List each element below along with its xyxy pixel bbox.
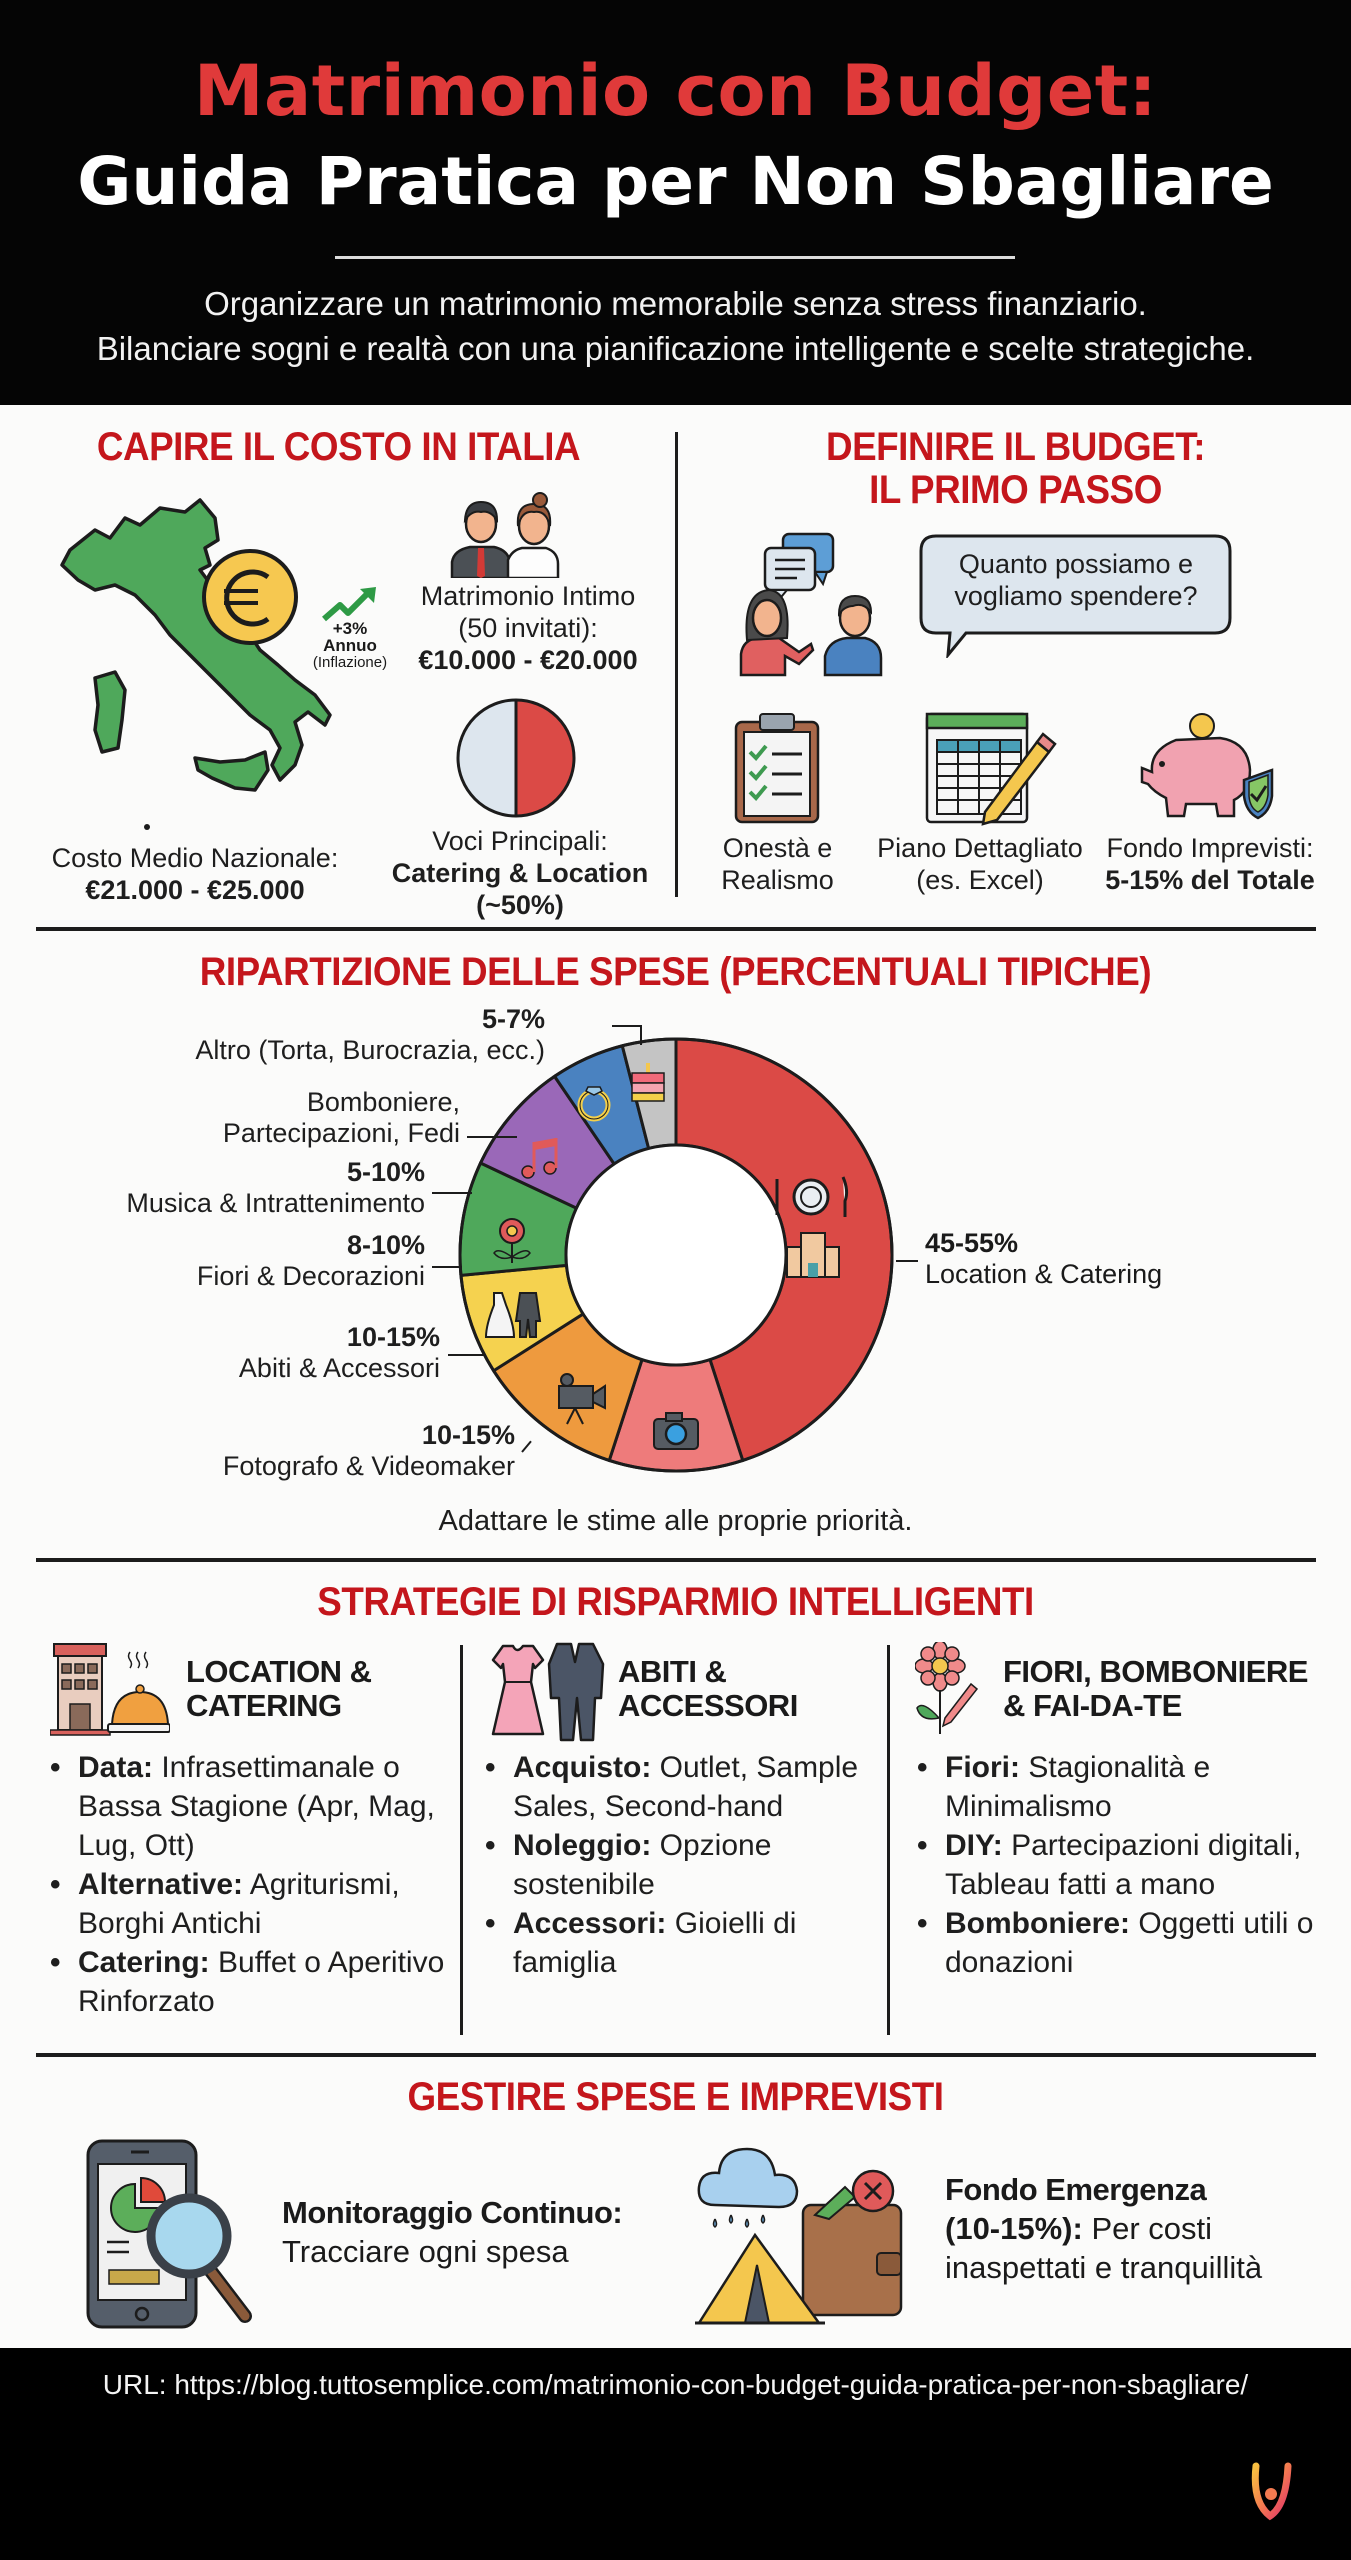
couple-icon bbox=[450, 492, 560, 578]
strategy-3-title-line-2: & FAI-DA-TE bbox=[1003, 1688, 1182, 1723]
source-url[interactable]: URL: https://blog.tuttosemplice.com/matrimonio-con-budget-guida-pratica-per-non-sbagliare/ bbox=[102, 2369, 1249, 2400]
label-location-pct: 45-55% bbox=[925, 1228, 1019, 1258]
monitor-key: Monitoraggio Continuo: bbox=[282, 2195, 623, 2230]
label-altro-pct: 5-7% bbox=[481, 1004, 545, 1034]
strategy-2-bullet-2: • Noleggio: Opzione sostenibile bbox=[485, 1826, 880, 1904]
strategy-1-title-line-2: CATERING bbox=[186, 1688, 342, 1723]
label-musica-pct: 5-10% bbox=[346, 1157, 425, 1187]
breakdown-title: RIPARTIZIONE DELLE SPESE (PERCENTUALI TIPICHE) bbox=[199, 950, 1152, 994]
inflation-value: +3% bbox=[332, 619, 368, 638]
budget-item-3-line-1: Fondo Imprevisti: bbox=[1106, 833, 1314, 863]
half-pie-chart-icon bbox=[455, 697, 577, 819]
leader-line-location bbox=[896, 1260, 918, 1262]
column-divider bbox=[675, 432, 678, 897]
leader-line-altro-v bbox=[640, 1025, 642, 1045]
camera-icon bbox=[654, 1413, 698, 1449]
phone-magnifier-icon bbox=[85, 2138, 265, 2330]
main-items-share: (~50%) bbox=[476, 890, 564, 920]
national-cost-label: Costo Medio Nazionale: bbox=[51, 843, 339, 873]
label-bomboniere-line-1: Bomboniere, bbox=[306, 1087, 460, 1117]
strategies-title: STRATEGIE DI RISPARMIO INTELLIGENTI bbox=[317, 1580, 1034, 1624]
strategy-2-bullet-1: • Acquisto: Outlet, Sample Sales, Second-hand bbox=[485, 1748, 880, 1826]
flower-pencil-icon bbox=[915, 1642, 985, 1737]
spreadsheet-pencil-icon bbox=[925, 712, 1060, 827]
emergency-key-line-1: Fondo Emergenza bbox=[945, 2172, 1207, 2207]
subtitle-line-2: Bilanciare sogni e realtà con una pianificazione intelligente e scelte strategiche. bbox=[96, 330, 1255, 367]
euro-coin-icon bbox=[200, 547, 300, 647]
budget-item-3-line-2: 5-15% del Totale bbox=[1105, 865, 1315, 895]
piggy-bank-shield-icon bbox=[1140, 712, 1275, 822]
emergency-line-3: inaspettati e tranquillità bbox=[945, 2250, 1263, 2285]
strategy-2-bullet-3: • Accessori: Gioielli di famiglia bbox=[485, 1904, 880, 1982]
dress-suit-icon bbox=[485, 1642, 607, 1742]
strategy-3-bullet-2: • DIY: Partecipazioni digitali, Tableau fatti a mano bbox=[917, 1826, 1322, 1904]
expense-donut-chart bbox=[456, 1035, 896, 1475]
couple-discussion-icon bbox=[735, 532, 915, 677]
cost-section-title: CAPIRE IL COSTO IN ITALIA bbox=[96, 425, 581, 469]
strategy-2-bullets bbox=[485, 1748, 880, 1982]
title-line-2: Guida Pratica per Non Sbagliare bbox=[77, 143, 1274, 220]
intimate-line-2: (50 invitati): bbox=[458, 613, 598, 643]
subtitle-line-1: Organizzare un matrimonio memorabile senza stress finanziario. bbox=[204, 285, 1147, 322]
brand-logo-icon bbox=[1250, 2462, 1292, 2522]
budget-item-1-line-2: Realismo bbox=[721, 865, 834, 895]
strategy-divider-2 bbox=[887, 1645, 890, 2035]
header-divider bbox=[335, 256, 1015, 259]
label-fiori-pct: 8-10% bbox=[346, 1230, 425, 1260]
label-location-name: Location & Catering bbox=[925, 1259, 1163, 1289]
leader-line-altro bbox=[612, 1025, 642, 1027]
section-divider-2 bbox=[36, 1558, 1316, 1562]
emergency-line-2: (10-15%): Per costi bbox=[945, 2211, 1213, 2246]
main-items-value: Catering & Location bbox=[391, 858, 649, 888]
budget-item-2-line-2: (es. Excel) bbox=[916, 865, 1044, 895]
main-items-label: Voci Principali: bbox=[432, 826, 608, 856]
strategy-1-bullets bbox=[50, 1748, 455, 2021]
budget-title-line-1: DEFINIRE IL BUDGET: bbox=[825, 425, 1206, 469]
section-divider-1 bbox=[36, 927, 1316, 931]
national-cost-range: €21.000 - €25.000 bbox=[85, 875, 305, 905]
strategy-1-title-line-1: LOCATION & bbox=[186, 1654, 372, 1689]
label-altro-name: Altro (Torta, Burocrazia, ecc.) bbox=[195, 1035, 545, 1065]
intimate-range: €10.000 - €20.000 bbox=[418, 645, 638, 675]
label-foto-name: Fotografo & Videomaker bbox=[222, 1451, 515, 1481]
strategy-3-bullet-1: • Fiori: Stagionalità e Minimalismo bbox=[917, 1748, 1322, 1826]
bubble-line-2: vogliamo spendere? bbox=[954, 581, 1198, 611]
strategy-2-title-line-1: ABITI & bbox=[618, 1654, 727, 1689]
label-musica-name: Musica & Intrattenimento bbox=[126, 1188, 425, 1218]
label-bomboniere-line-2: Partecipazioni, Fedi bbox=[222, 1118, 460, 1148]
rain-tent-wallet-icon bbox=[695, 2135, 905, 2327]
strategy-2-title-line-2: ACCESSORI bbox=[618, 1688, 798, 1723]
strategy-divider-1 bbox=[460, 1645, 463, 2035]
leader-line-abiti bbox=[448, 1354, 484, 1356]
leader-line-musica bbox=[432, 1192, 472, 1194]
title-line-1: Matrimonio con Budget: bbox=[193, 50, 1158, 132]
strategy-3-title-line-1: FIORI, BOMBONIERE bbox=[1003, 1654, 1308, 1689]
strategy-3-bullets bbox=[917, 1748, 1322, 1982]
budget-item-2-line-1: Piano Dettagliato bbox=[877, 833, 1083, 863]
section-divider-3 bbox=[36, 2053, 1316, 2057]
strategy-3-bullet-3: • Bomboniere: Oggetti utili o donazioni bbox=[917, 1904, 1322, 1982]
bubble-line-1: Quanto possiamo e bbox=[958, 549, 1194, 579]
label-foto-pct: 10-15% bbox=[421, 1420, 515, 1450]
building-cloche-icon bbox=[50, 1642, 170, 1736]
strategy-1-bullet-3: • Catering: Buffet o Aperitivo Rinforzato bbox=[50, 1943, 455, 2021]
label-fiori-name: Fiori & Decorazioni bbox=[196, 1261, 425, 1291]
intimate-line-1: Matrimonio Intimo bbox=[420, 581, 636, 611]
budget-item-1-line-1: Onestà e bbox=[722, 833, 833, 863]
leader-line-bomboniere bbox=[467, 1136, 517, 1138]
strategy-1-bullet-1: • Data: Infrasettimanale o Bassa Stagione (Apr, Mag, Lug, Ott) bbox=[50, 1748, 455, 1865]
budget-title-line-2: IL PRIMO PASSO bbox=[869, 468, 1162, 512]
breakdown-footnote: Adattare le stime alle proprie priorità. bbox=[438, 1505, 913, 1537]
monitor-text: Tracciare ogni spesa bbox=[282, 2234, 569, 2269]
strategy-1-bullet-2: • Alternative: Agriturismi, Borghi Antichi bbox=[50, 1865, 455, 1943]
leader-line-fiori bbox=[432, 1266, 462, 1268]
inflation-label: Annuo bbox=[323, 636, 377, 655]
manage-title: GESTIRE SPESE E IMPREVISTI bbox=[407, 2075, 944, 2119]
clipboard-checklist-icon bbox=[734, 710, 820, 825]
label-abiti-pct: 10-15% bbox=[346, 1322, 440, 1352]
inflation-note: (Inflazione) bbox=[312, 654, 388, 671]
label-abiti-name: Abiti & Accessori bbox=[238, 1353, 440, 1383]
